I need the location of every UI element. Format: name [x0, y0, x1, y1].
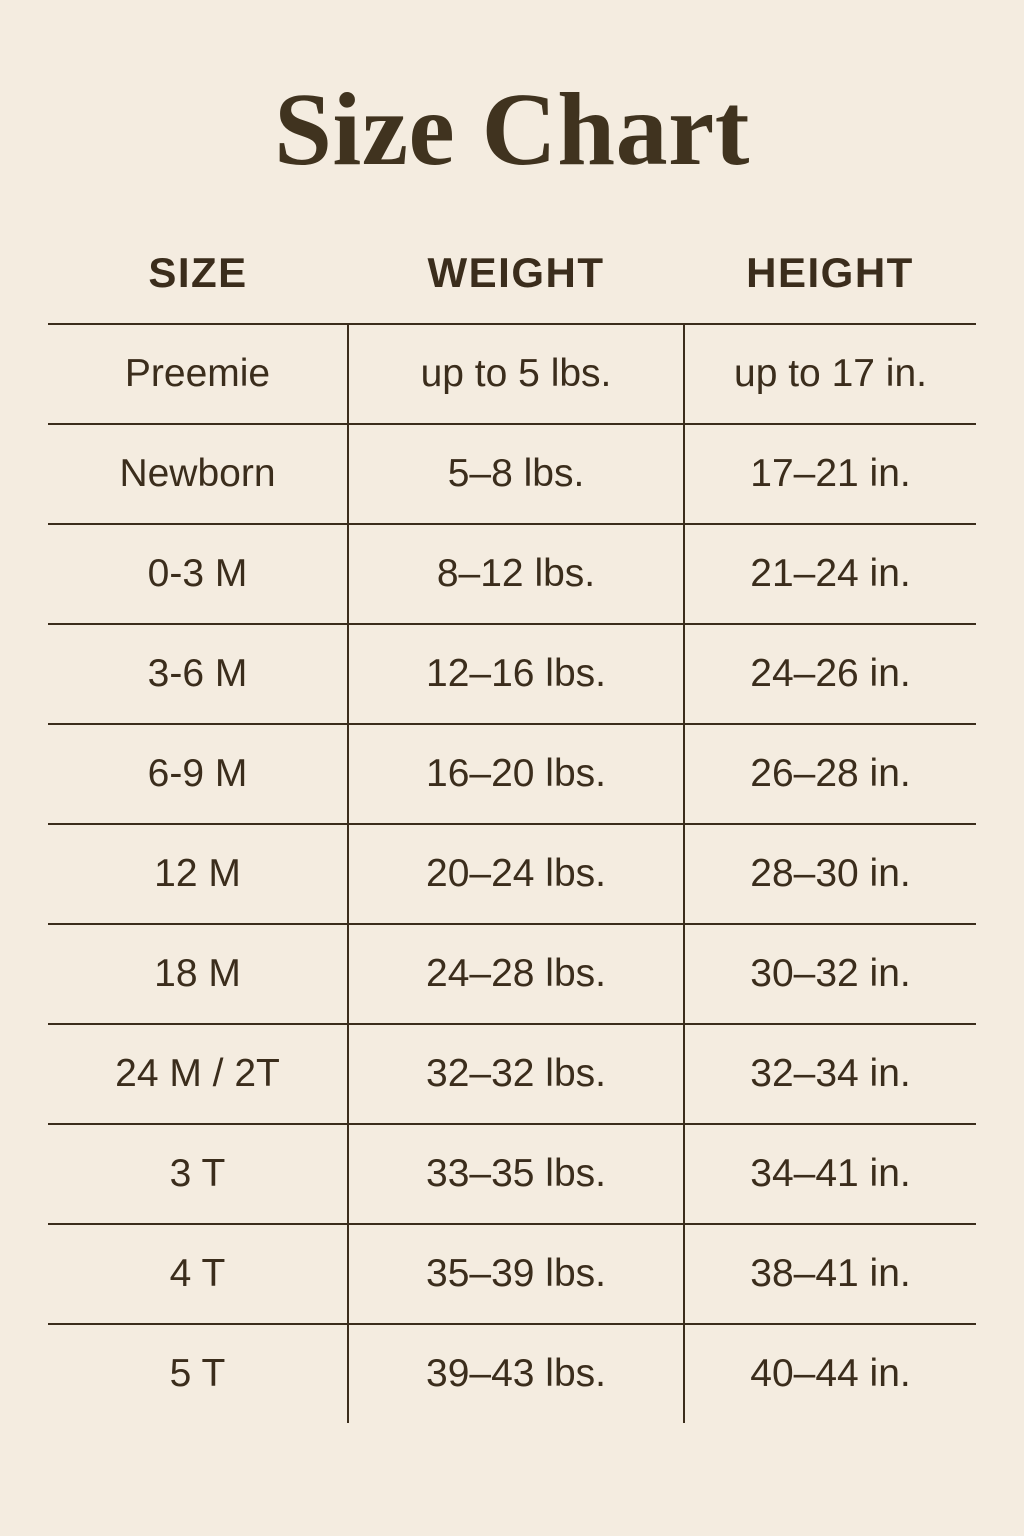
cell-height: 28–30 in.	[684, 824, 976, 924]
table-row	[48, 924, 976, 1024]
cell-weight: 5–8 lbs.	[348, 424, 684, 524]
column-header-weight: WEIGHT	[427, 249, 605, 296]
cell-height: 26–28 in.	[684, 724, 976, 824]
cell-size: Preemie	[48, 324, 348, 424]
cell-size: 24 M / 2T	[48, 1024, 348, 1124]
cell-size: 12 M	[48, 824, 348, 924]
cell-weight: 12–16 lbs.	[348, 624, 684, 724]
cell-size: 4 T	[48, 1224, 348, 1324]
table-header-row	[48, 248, 976, 324]
cell-height: up to 17 in.	[684, 324, 976, 424]
cell-weight: 20–24 lbs.	[348, 824, 684, 924]
table-header	[48, 248, 976, 324]
cell-weight: up to 5 lbs.	[348, 324, 684, 424]
table-row	[48, 724, 976, 824]
page-title: Size Chart	[274, 72, 750, 187]
column-header-height: HEIGHT	[746, 249, 914, 296]
cell-size: Newborn	[48, 424, 348, 524]
table-row	[48, 324, 976, 424]
table-row	[48, 524, 976, 624]
table-row	[48, 1324, 976, 1423]
table-row	[48, 1224, 976, 1324]
column-header-size: SIZE	[148, 249, 248, 296]
cell-height: 30–32 in.	[684, 924, 976, 1024]
table-row	[48, 624, 976, 724]
cell-height: 34–41 in.	[684, 1124, 976, 1224]
table-row	[48, 1024, 976, 1124]
cell-weight: 35–39 lbs.	[348, 1224, 684, 1324]
cell-weight: 24–28 lbs.	[348, 924, 684, 1024]
size-chart-table	[48, 248, 976, 1423]
table-row	[48, 1124, 976, 1224]
cell-weight: 16–20 lbs.	[348, 724, 684, 824]
cell-weight: 33–35 lbs.	[348, 1124, 684, 1224]
cell-size: 0-3 M	[48, 524, 348, 624]
cell-height: 17–21 in.	[684, 424, 976, 524]
cell-height: 24–26 in.	[684, 624, 976, 724]
cell-size: 3-6 M	[48, 624, 348, 724]
cell-weight: 32–32 lbs.	[348, 1024, 684, 1124]
cell-size: 3 T	[48, 1124, 348, 1224]
cell-size: 6-9 M	[48, 724, 348, 824]
table-row	[48, 424, 976, 524]
cell-size: 5 T	[48, 1324, 348, 1423]
cell-weight: 8–12 lbs.	[348, 524, 684, 624]
cell-size: 18 M	[48, 924, 348, 1024]
cell-height: 38–41 in.	[684, 1224, 976, 1324]
cell-height: 40–44 in.	[684, 1324, 976, 1423]
cell-height: 32–34 in.	[684, 1024, 976, 1124]
cell-weight: 39–43 lbs.	[348, 1324, 684, 1423]
table-row	[48, 824, 976, 924]
cell-height: 21–24 in.	[684, 524, 976, 624]
table-body	[48, 324, 976, 1423]
